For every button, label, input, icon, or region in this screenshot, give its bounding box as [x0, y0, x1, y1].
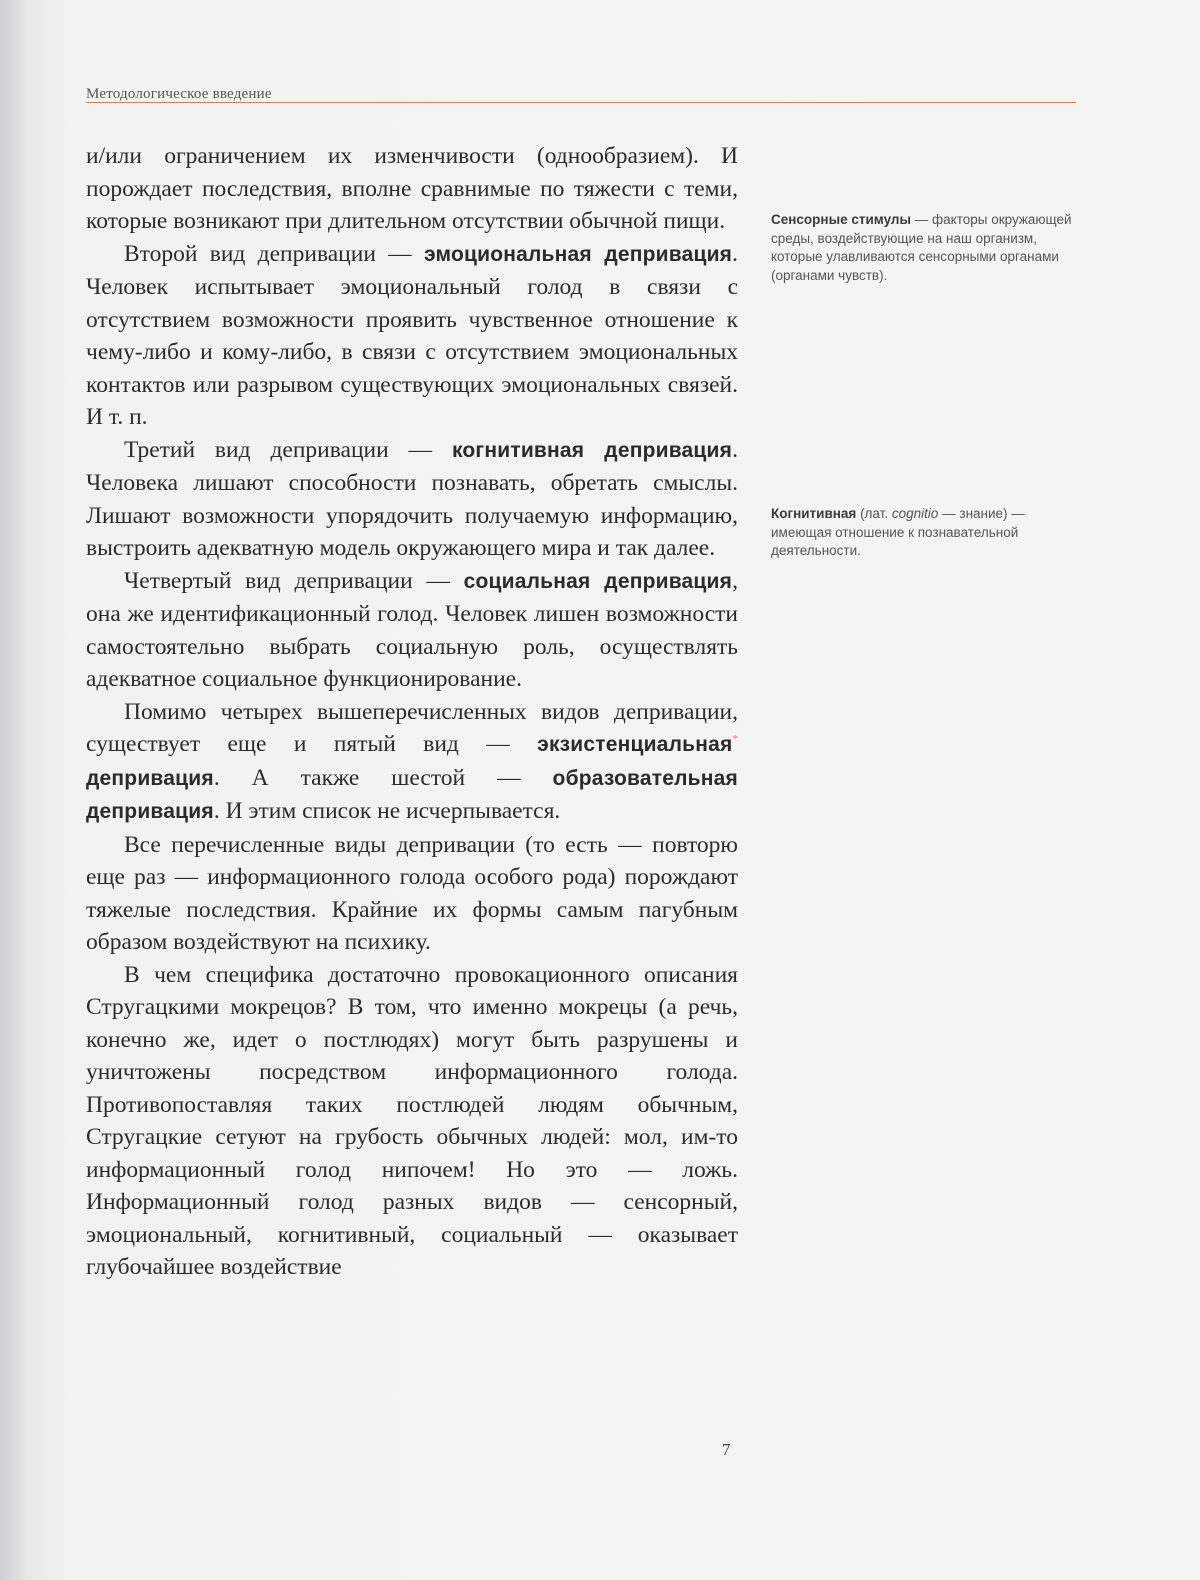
sidenote-2-lat: (лат. [856, 506, 892, 521]
sidenote-1-term: Сенсорные стимулы [771, 212, 912, 227]
sidenote-2-latin-word: cognitio [891, 506, 939, 521]
running-head: Методологическое введение [86, 86, 272, 102]
header-rule [86, 102, 1076, 103]
paragraph-3 [86, 434, 738, 565]
sidenote-2-term: Когнитивная [771, 506, 857, 521]
sidenote-cognitive [771, 505, 1081, 561]
term-educational-deprivation: образовательная депривация [86, 766, 738, 823]
paragraph-5-mid: . А также шестой — [213, 764, 553, 791]
paragraph-3-lead: Третий вид депривации — [124, 436, 452, 463]
paragraph-4-lead: Четвертый вид депривации — [124, 567, 464, 594]
footnote-marker: * [732, 733, 738, 746]
term-social-deprivation: социальная депривация [463, 569, 733, 593]
term-existential-deprivation: депривация [86, 766, 214, 790]
paragraph-2 [86, 238, 738, 434]
main-text-column [86, 140, 738, 1284]
paragraph-3-body: . Человека лишают способности познавать, обретать смыслы. Лишают возможности упорядочить получаемую информацию, выстроить адекватную модель окружающего мира и так далее. [86, 436, 738, 561]
paragraph-6: Все перечисленные виды депривации (то есть — повторю еще раз — информационного голода особого рода) порождают тяжелые последствия. Крайние их формы самым пагубным образом воздействуют на психику. [86, 831, 738, 955]
term-emotional-deprivation: эмоциональная депривация [423, 242, 733, 266]
sidenote-2-text: — знание) — имеющая отношение к познавательной деятельности. [771, 506, 1025, 558]
paragraph-5 [86, 696, 738, 829]
paragraph-1: и/или ограничением их изменчивости (однообразием). И порождает последствия, вполне сравнимые по тяжести с теми, которые возникают при длительном отсутствии обычной пищи. [86, 143, 738, 234]
term-cognitive-deprivation: когнитивная депривация [451, 438, 733, 462]
sidenote-1-text: — факторы окружающей среды, воздействующие на наш организм, которые улавливаются сенсорными органами (органами чувств). [771, 212, 1072, 283]
paragraph-5-end: . И этим список не исчерпывается. [213, 798, 561, 824]
paragraph-2-body: . Человек испытывает эмоциональный голод в связи с отсутствием возможности проявить чувственное отношение к чему-либо и кому-либо, в связи с отсутствием эмоциональных контактов или разрывом существующих эмоциональных связей. И т. п. [86, 240, 739, 430]
paragraph-5-lead: Помимо четырех вышеперечисленных видов депривации, существует еще и пятый вид — [86, 698, 738, 757]
paragraph-7: В чем специфика достаточно провокационного описания Стругацкими мокрецов? В том, что именно мокрецы (а речь, конечно же, идет о постлюдях) могут быть разрушены и уничтожены посредством информационного голода. Противопоставляя таких постлюдей людям обычным, Стругацкие сетуют на грубость обычных людей: мол, им-то информационный голод нипочем! Но это — ложь. Информационный голод разных видов — сенсорный, эмоциональный, когнитивный, социальный — оказывает глубочайшее воздействие [86, 961, 738, 1280]
paragraph-4-body: , она же идентификационный голод. Человек лишен возможности самостоятельно выбрать социальную роль, осуществлять адекватное социальное функционирование. [86, 567, 738, 692]
paragraph-4 [86, 565, 738, 696]
term-existential: экзистенциальная [537, 733, 733, 756]
sidenote-sensory-stimuli [771, 211, 1081, 285]
page-number: 7 [722, 1440, 731, 1459]
paragraph-2-lead: Второй вид депривации — [124, 240, 424, 267]
